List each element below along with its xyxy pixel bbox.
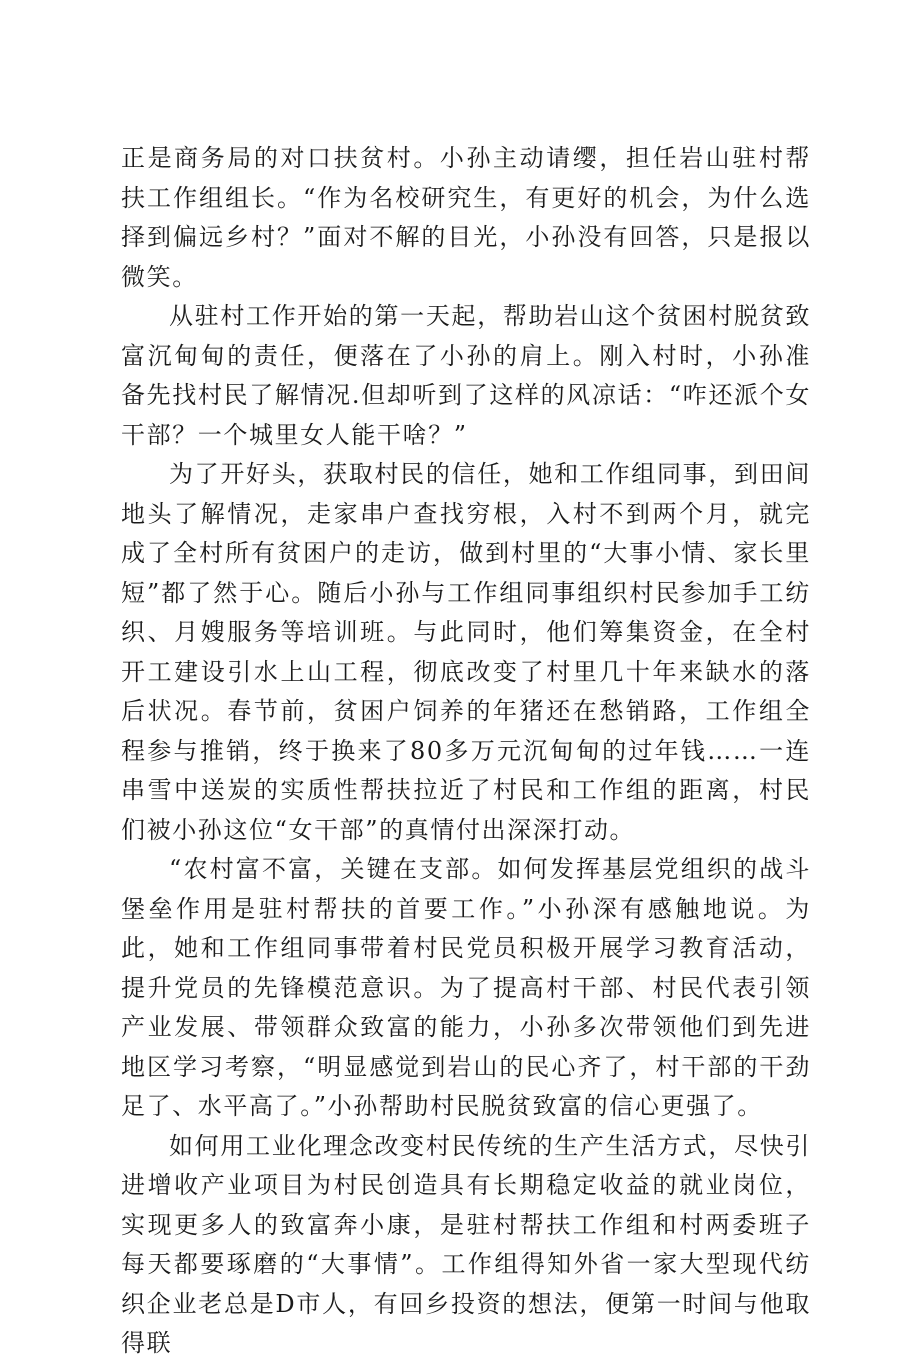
paragraph-4: “农村富不富，关键在支部。如何发挥基层党组织的战斗堡垒作用是驻村帮扶的首要工作。”小孙深有感触地说。为此，她和工作组同事带着村民党员积极开展学习教育活动，提升党员的先锋模范意识。为了提高村干部、村民代表引领产业发展、带领群众致富的能力，小孙多次带领他们到先进地区学习考察，“明显感觉到岩山的民心齐了，村干部的干劲足了、水平高了。”小孙帮助村民脱贫致富的信心更强了。 [121, 855, 811, 1120]
article-body [121, 139, 811, 1364]
paragraph-2: 从驻村工作开始的第一天起，帮助岩山这个贫困村脱贫致富沉甸甸的责任，便落在了小孙的肩上。刚入村时，小孙准备先找村民了解情况.但却听到了这样的风凉话：“咋还派个女干部？一个城里女人能干啥？” [121, 302, 811, 449]
paragraph-1: 正是商务局的对口扶贫村。小孙主动请缨，担任岩山驻村帮扶工作组组长。“作为名校研究生，有更好的机会，为什么选择到偏远乡村？”面对不解的目光，小孙没有回答，只是报以微笑。 [121, 144, 811, 291]
paragraph-3: 为了开好头，获取村民的信任，她和工作组同事，到田间地头了解情况，走家串户查找穷根，入村不到两个月，就完成了全村所有贫困户的走访，做到村里的“大事小情、家长里短”都了然于心。随后小孙与工作组同事组织村民参加手工纺织、月嫂服务等培训班。与此同时，他们筹集资金，在全村开工建设引水上山工程，彻底改变了村里几十年来缺水的落后状况。春节前，贫困户饲养的年猪还在愁销路，工作组全程参与推销，终于换来了80多万元沉甸甸的过年钱……一连串雪中送炭的实质性帮扶拉近了村民和工作组的距离，村民们被小孙这位“女干部”的真情付出深深打动。 [121, 460, 811, 844]
paragraph-5: 如何用工业化理念改变村民传统的生产生活方式，尽快引进增收产业项目为村民创造具有长期稳定收益的就业岗位，实现更多人的致富奔小康，是驻村帮扶工作组和村两委班子每天都要琢磨的“大事情”。工作组得知外省一家大型现代纺织企业老总是D市人，有回乡投资的想法，便第一时间与他取得联 [121, 1131, 811, 1357]
